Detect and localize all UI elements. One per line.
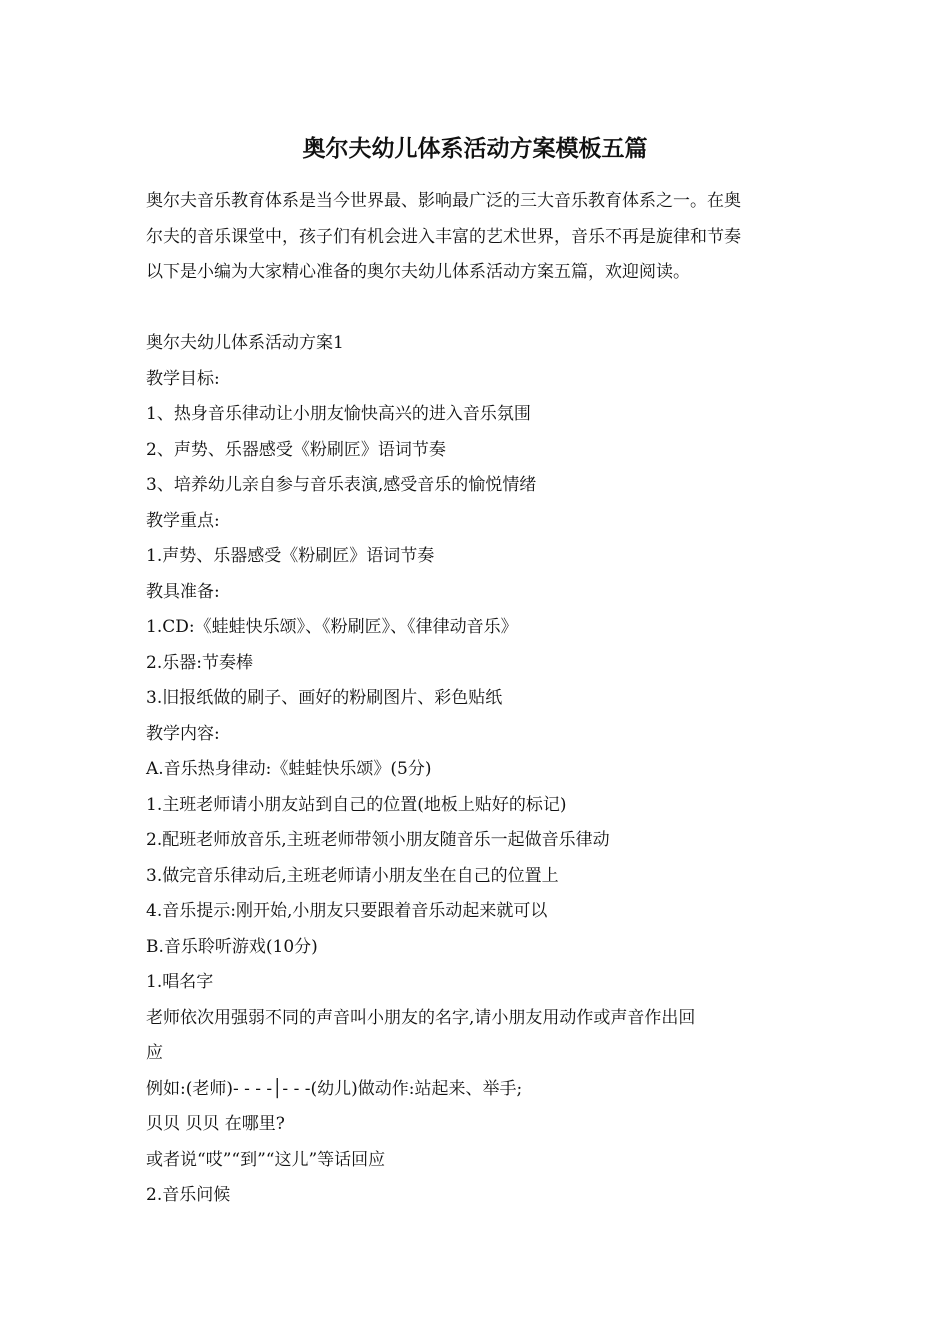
document-title: 奥尔夫幼儿体系活动方案模板五篇 [302, 135, 648, 162]
paragraph-line: 例如:(老师)- - - -│- - -(幼儿)做动作:站起来、举手; [146, 1078, 523, 1099]
paragraph-line: 贝贝 贝贝 在哪里? [146, 1114, 285, 1134]
list-item: 3.旧报纸做的刷子、画好的粉刷图片、彩色贴纸 [146, 688, 503, 708]
list-item: 1、热身音乐律动让小朋友愉快高兴的进入音乐氛围 [146, 404, 531, 424]
paragraph-line: 老师依次用强弱不同的声音叫小朋友的名字,请小朋友用动作或声音作出回 [146, 1007, 696, 1028]
subheading: 教学目标: [146, 368, 220, 389]
intro-line: 奥尔夫音乐教育体系是当今世界最、影响最广泛的三大音乐教育体系之一。在奥 [146, 191, 741, 211]
list-item: 1.CD:《蛙蛙快乐颂》、《粉刷匠》、《律律动音乐》 [146, 617, 518, 637]
list-item: 3.做完音乐律动后,主班老师请小朋友坐在自己的位置上 [146, 865, 559, 886]
list-item: 1.主班老师请小朋友站到自己的位置(地板上贴好的标记) [146, 794, 567, 815]
intro-line: 尔夫的音乐课堂中，孩子们有机会进入丰富的艺术世界，音乐不再是旋律和节奏 [146, 226, 741, 247]
list-item: 2.配班老师放音乐,主班老师带领小朋友随音乐一起做音乐律动 [146, 830, 610, 850]
document-body [146, 326, 816, 1214]
list-item: 1.声势、乐器感受《粉刷匠》语词节奏 [146, 546, 435, 566]
subheading: B.音乐聆听游戏(10分) [146, 936, 318, 957]
list-item: 2、声势、乐器感受《粉刷匠》语词节奏 [146, 439, 446, 460]
subheading: 教学内容: [146, 723, 220, 744]
paragraph-line: 应 [146, 1043, 163, 1063]
list-item: 1.唱名字 [146, 972, 214, 992]
list-item: 4.音乐提示:刚开始,小朋友只要跟着音乐动起来就可以 [146, 901, 548, 921]
list-item: 2.音乐问候 [146, 1185, 231, 1205]
paragraph-line: 或者说“哎”“到”“这儿”等话回应 [146, 1149, 386, 1170]
subheading: 教具准备: [146, 581, 220, 602]
section-heading: 奥尔夫幼儿体系活动方案1 [146, 333, 344, 353]
list-item: 3、培养幼儿亲自参与音乐表演,感受音乐的愉悦情绪 [146, 475, 537, 495]
intro-paragraph [146, 184, 816, 291]
list-item: 2.乐器:节奏棒 [146, 652, 253, 673]
intro-line: 以下是小编为大家精心准备的奥尔夫幼儿体系活动方案五篇，欢迎阅读。 [146, 262, 690, 282]
subheading: A.音乐热身律动:《蛙蛙快乐颂》(5分) [146, 759, 432, 779]
subheading: 教学重点: [146, 510, 220, 531]
